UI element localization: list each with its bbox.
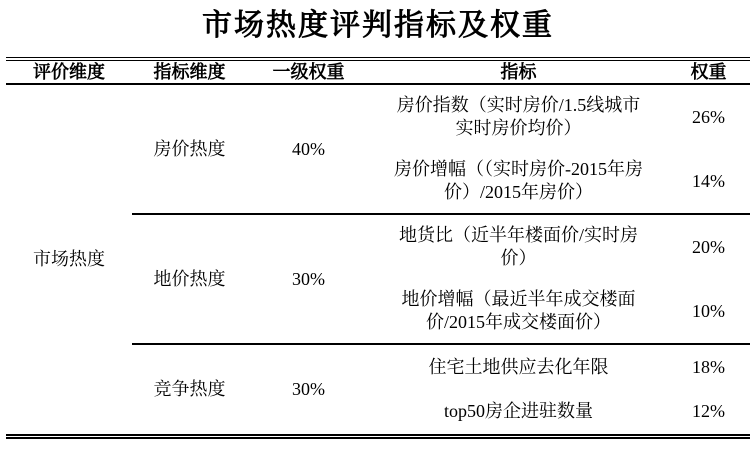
header-row [6,59,750,84]
indicator-cell: 地货比（近半年楼面价/实时房价） [399,225,638,268]
dimension-cell-house-price: 房价热度 [132,84,247,214]
weight-cell: 18% [692,357,725,377]
indicators-table [6,57,750,439]
weight-cell: 26% [692,106,725,127]
header-level1-weight: 一级权重 [247,59,370,84]
header-weight: 权重 [667,59,750,84]
weight-cell: 20% [692,236,725,257]
header-indicator: 指标 [370,59,667,84]
header-indicator-dimension: 指标维度 [132,59,247,84]
level1-weight-cell-house-price: 40% [247,84,370,214]
level1-weight-cell-land-price: 30% [247,214,370,344]
dimension-cell-competition: 竞争热度 [153,378,226,399]
page-title: 市场热度评判指标及权重 [202,9,554,42]
weight-cell: 10% [667,279,750,344]
evaluation-dimension-cell: 市场热度 [33,248,105,269]
table-row [6,84,750,149]
dimension-cell-land-price: 地价热度 [132,214,247,344]
level1-weight-cell-competition: 30% [292,378,325,399]
weight-cell: 14% [667,149,750,214]
indicator-cell: 地价增幅（最近半年成交楼面价/2015年成交楼面价） [370,279,667,344]
weight-cell: 12% [692,401,725,422]
indicator-cell: top50房企进驻数量 [443,401,593,422]
header-evaluation-dimension: 评价维度 [6,59,132,84]
indicator-cell: 房价指数（实时房价/1.5线城市实时房价均价） [396,95,641,138]
indicator-cell: 房价增幅（（实时房价-2015年房价）/2015年房价） [370,149,667,214]
indicator-cell: 住宅土地供应去化年限 [428,357,609,377]
